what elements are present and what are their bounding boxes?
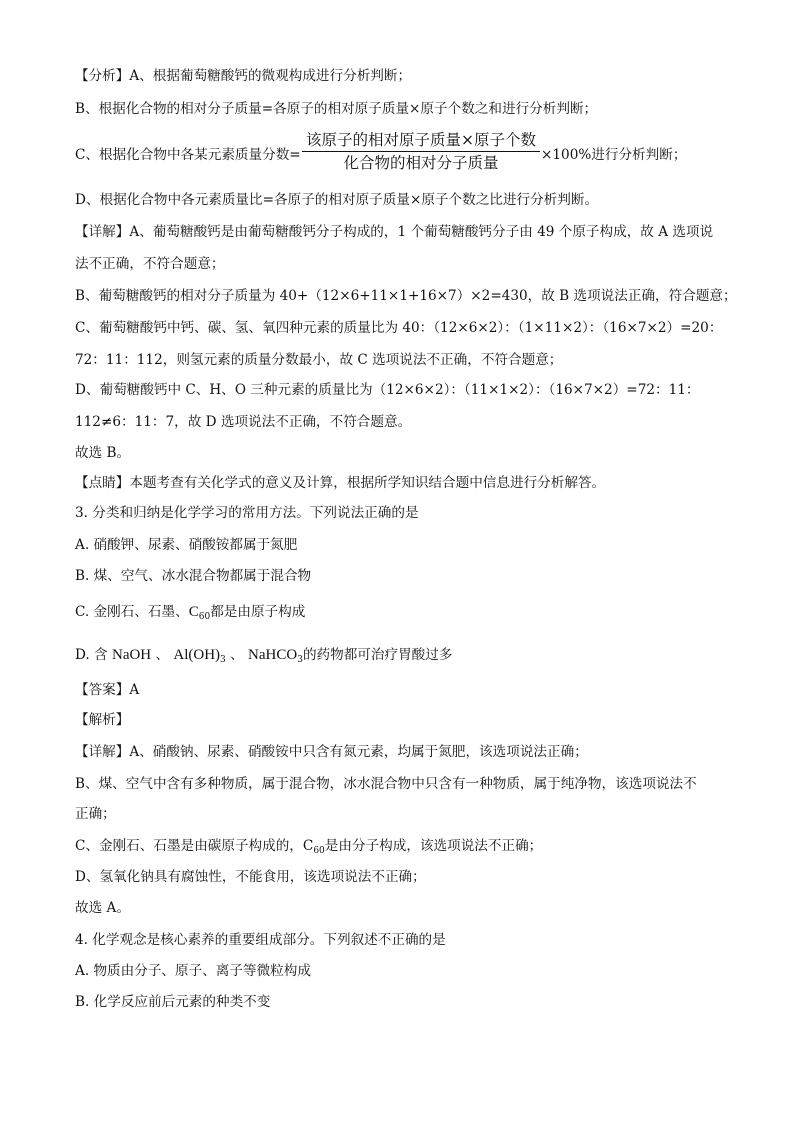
q3-detail-line-2: B、煤、空气中含有多种物质，属于混合物，冰水混合物中只含有一种物质，属于纯净物，该选项说法不 [75,776,697,792]
detail-line-8: 故选 B。 [75,445,131,461]
question-4-stem: 4. 化学观念是核心素养的重要组成部分。下列叙述不正确的是 [75,932,446,948]
detail-line-9: 【点睛】本题考查有关化学式的意义及计算，根据所学知识结合题中信息进行分析解答。 [75,475,606,491]
option-c-text: C. 金刚石、石墨、 [75,604,189,620]
nahco3-subscript: 3 [297,655,303,665]
detail-line-3: B、葡萄糖酸钙的相对分子质量为 40+（12×6+11×1+16×7）×2=430，故 B 选项说法正确，符合题意； [75,288,737,304]
detail-line-2: 法不正确，不符合题意； [75,256,225,272]
question-3-option-b: B. 煤、空气、冰水混合物都属于混合物 [75,568,312,584]
detail-line-1: 【详解】A、葡萄糖酸钙是由葡萄糖酸钙分子构成的，1 个葡萄糖酸钙分子由 49 个原子构成，故 A 选项说 [75,224,714,240]
mass-fraction-formula [300,130,542,173]
option-d-text: D. 含 [75,647,112,663]
separator: 、 [155,647,170,663]
explanation-label: 【解析】 [75,712,130,728]
q3-detail-line-5: D、氢氧化钠具有腐蚀性，不能食用，该选项说法不正确； [75,869,426,885]
formula-numerator: 该原子的相对原子质量×原子个数 [306,131,536,149]
separator: 、 [230,647,244,663]
option-c-tail: 都是由原子构成 [210,604,306,620]
aloh3-subscript: 3 [220,655,226,665]
analysis-line-4: D、根据化合物中各元素质量比=各原子的相对原子质量×原子个数之比进行分析判断。 [75,192,599,208]
question-3-option-c [75,602,305,622]
q3-detail-c-tail: 是由分子构成，该选项说法不正确； [324,838,543,854]
q3-detail-c-text: C、金刚石、石墨是由碳原子构成的，C [75,838,314,854]
q3-detail-line-4 [75,836,542,856]
question-3-stem: 3. 分类和归纳是化学学习的常用方法。下列说法正确的是 [75,505,419,521]
detail-line-4: C、葡萄糖酸钙中钙、碳、氢、氧四种元素的质量比为 40：（12×6×2）：（1×11×2）：（16×7×2）=20： [75,320,723,336]
q3-detail-line-1: 【详解】A、硝酸钠、尿素、硝酸铵中只含有氮元素，均属于氮肥，该选项说法正确； [75,744,588,760]
c60-symbol: C [188,604,199,620]
detail-line-6: D、葡萄糖酸钙中 C、H、O 三种元素的质量比为（12×6×2）：（11×1×2）：（16×7×2）=72：11： [75,382,700,398]
c60-subscript: 60 [198,612,211,622]
answer-label: 【答案】A [75,682,140,698]
question-4-option-a: A. 物质由分子、原子、离子等微粒构成 [75,963,311,979]
question-3-option-d [75,645,452,665]
analysis-line-3-suffix: ×100%进行分析判断； [541,147,687,163]
detail-line-5: 72：11：112，则氢元素的质量分数最小，故 C 选项说法不正确，不符合题意； [75,352,563,368]
question-4-option-b: B. 化学反应前后元素的种类不变 [75,994,271,1010]
q3-detail-line-6: 故选 A。 [75,900,130,916]
question-3-option-a: A. 硝酸钾、尿素、硝酸铵都属于氮肥 [75,537,298,553]
q3-detail-line-3: 正确； [75,806,116,822]
formula-denominator: 化合物的相对分子质量 [343,154,499,172]
c60-subscript: 60 [313,846,325,856]
analysis-line-1: 【分析】A、根据葡萄糖酸钙的微观构成进行分析判断； [75,68,412,84]
analysis-line-3-prefix: C、根据化合物中各某元素质量分数= [75,147,301,163]
naoh-formula: NaOH [111,647,152,663]
analysis-line-2: B、根据化合物的相对分子质量=各原子的相对原子质量×原子个数之和进行分析判断； [75,101,598,117]
detail-line-7: 112≠6：11：7，故 D 选项说法不正确，不符合题意。 [75,414,412,430]
option-d-tail: 的药物都可治疗胃酸过多 [302,647,453,663]
nahco3-formula: NaHCO [248,647,298,663]
aloh3-formula: Al(OH) [173,647,221,663]
